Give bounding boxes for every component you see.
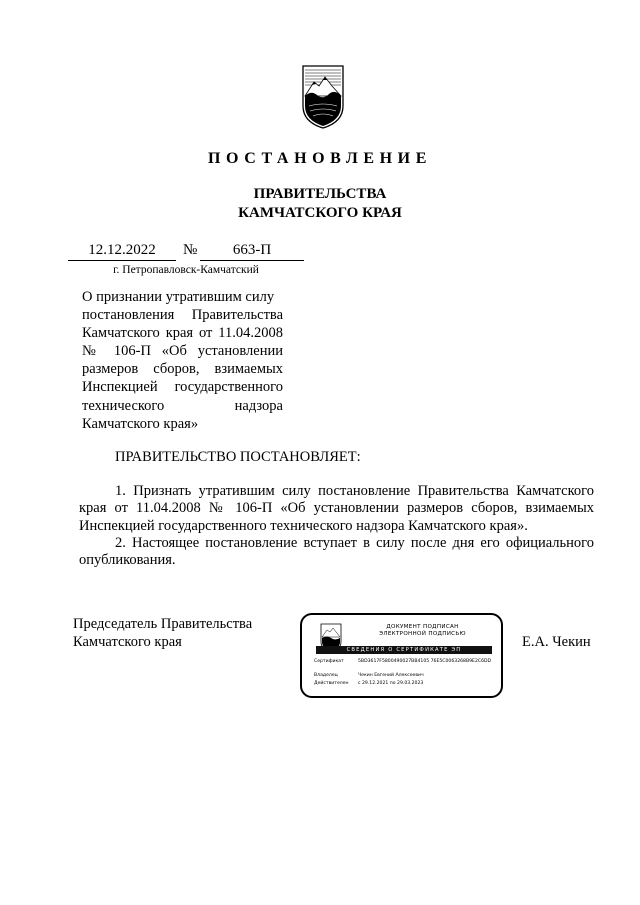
stamp-heading-line-2: ЭЛЕКТРОННОЙ ПОДПИСЬЮ xyxy=(379,631,466,637)
validity-label: Действителен xyxy=(314,681,349,686)
subject-line: Камчатского края от 11.04.2008 xyxy=(82,325,283,342)
kamchatka-coat-of-arms-icon xyxy=(301,62,345,130)
document-subject xyxy=(82,288,283,433)
subject-line: размеров сборов, взимаемых xyxy=(82,361,283,378)
stamp-certificate-bar: СВЕДЕНИЯ О СЕРТИФИКАТЕ ЭП xyxy=(316,646,492,654)
paragraph-2: 2. Настоящее постановление вступает в силу после дня его официального опубликования. xyxy=(79,535,594,569)
validity-value: с 29.12.2021 по 29.03.2023 xyxy=(358,681,424,686)
paragraph-1: 1. Признать утратившим силу постановление Правительства Камчатского края от 11.04.2008 № 106-П «Об установлении размеров сборов, взимаемых Инспекцией государственного технического надзора Камчатского края». xyxy=(79,483,594,534)
decree-phrase: ПРАВИТЕЛЬСТВО ПОСТАНОВЛЯЕТ: xyxy=(115,449,361,465)
signatory-name: Е.А. Чекин xyxy=(522,634,591,650)
issuer-line-1: ПРАВИТЕЛЬСТВА xyxy=(253,186,387,202)
stamp-heading-line-1: ДОКУМЕНТ ПОДПИСАН xyxy=(386,624,459,630)
stamp-heading xyxy=(350,624,495,638)
document-date: 12.12.2022 xyxy=(68,242,176,261)
electronic-signature-stamp xyxy=(300,613,503,698)
signatory-title-line-2: Камчатского края xyxy=(73,633,182,650)
subject-line: Камчатского края» xyxy=(82,415,199,432)
owner-value: Чекин Евгений Алексеевич xyxy=(358,673,424,678)
subject-line: О признании утратившим силу xyxy=(82,289,275,305)
subject-line: № 106-П «Об установлении xyxy=(82,343,283,360)
owner-label: Владелец xyxy=(314,673,338,678)
certificate-value: 5BD3617F5800490027BB4105 76E5C0063268B9E2C6DD xyxy=(358,659,492,664)
document-city: г. Петропавловск-Камчатский xyxy=(113,264,259,276)
document-number: 663-П xyxy=(200,242,304,261)
signatory-title-line-1: Председатель Правительства xyxy=(73,616,253,632)
issuer-heading xyxy=(0,185,640,223)
document-type-heading: ПОСТАНОВЛЕНИЕ xyxy=(208,150,432,167)
signatory-title xyxy=(73,616,252,651)
issuer-line-2: КАМЧАТСКОГО КРАЯ xyxy=(238,205,402,221)
subject-line: технического надзора xyxy=(82,397,283,414)
certificate-label: Сертификат xyxy=(314,659,344,664)
subject-line: Инспекцией государственного xyxy=(82,379,283,396)
subject-line: постановления Правительства xyxy=(82,307,283,324)
number-sign: № xyxy=(183,242,198,258)
